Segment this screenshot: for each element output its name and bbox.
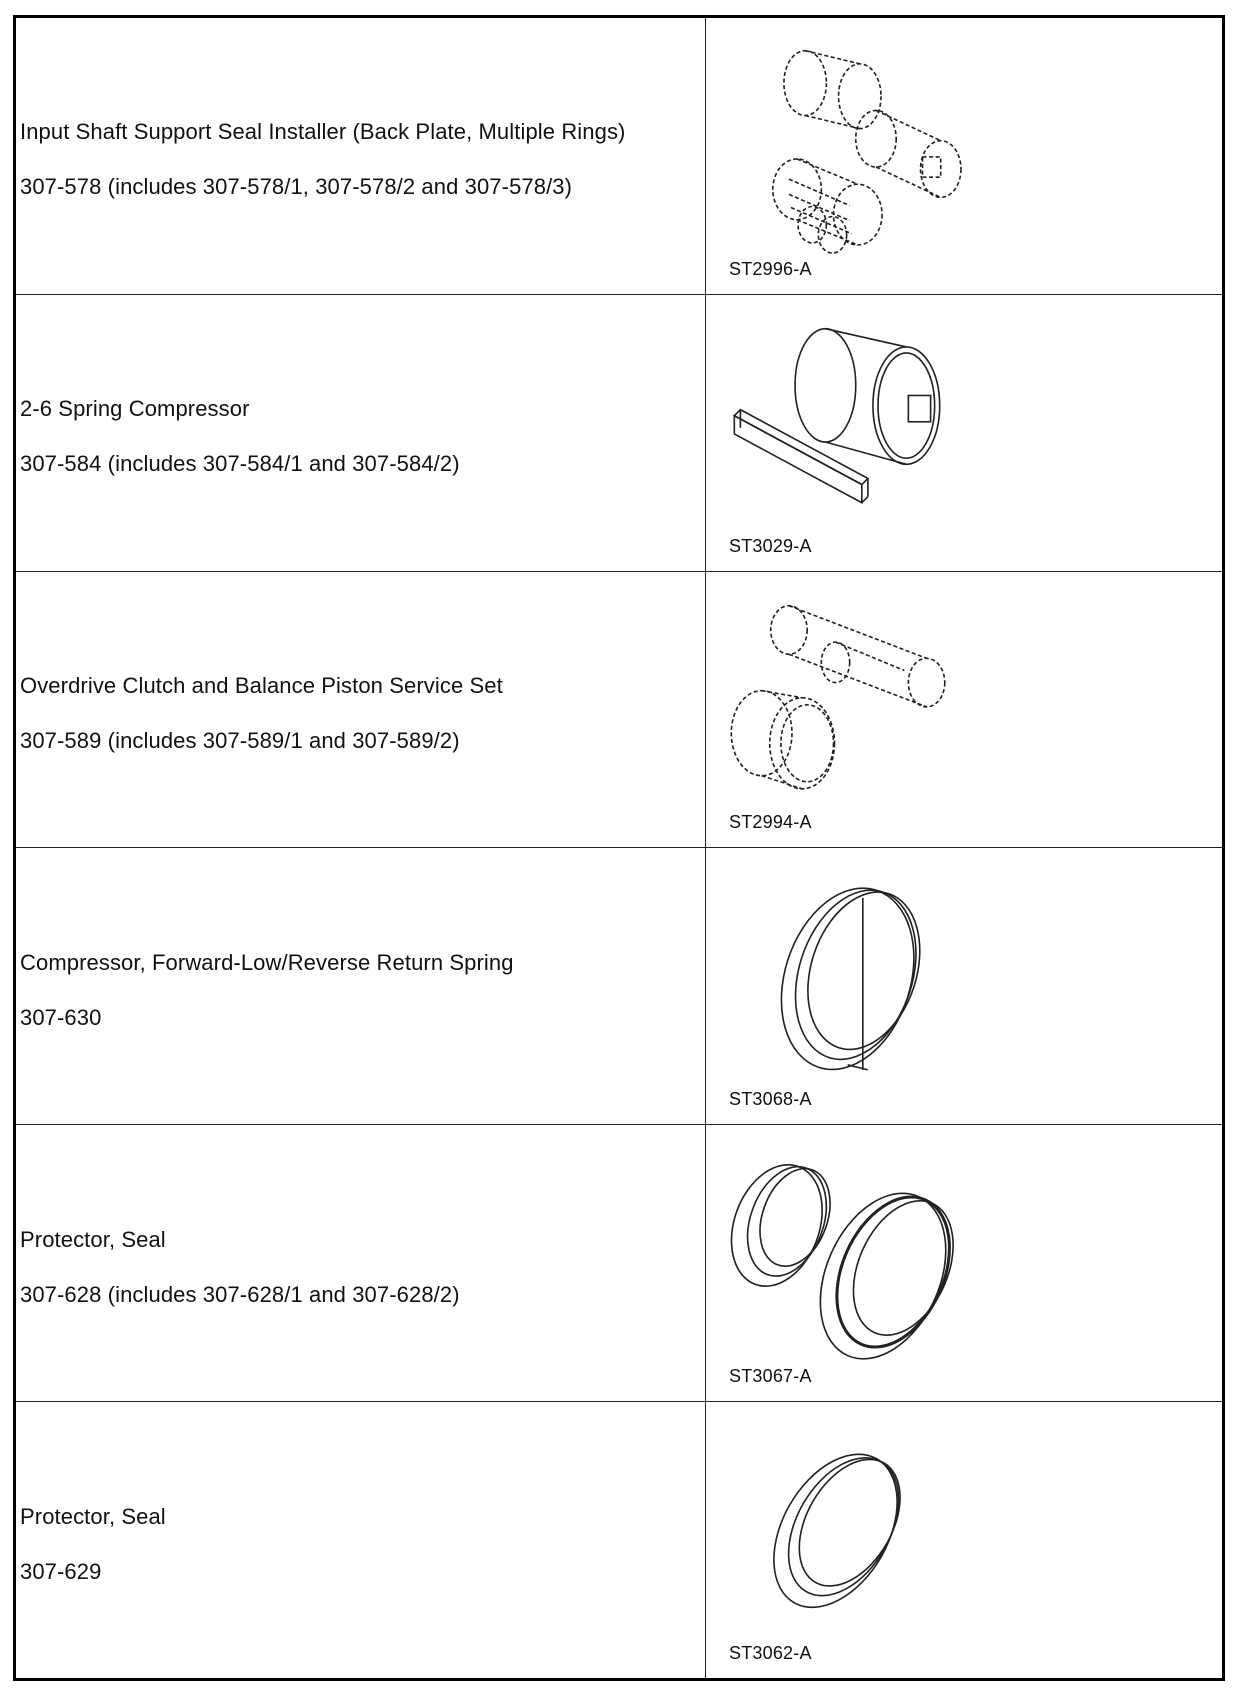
tool-row (16, 1402, 1222, 1678)
illustration-label: ST2996-A (729, 258, 812, 279)
tool-description-cell (16, 1125, 706, 1401)
illustration-label: ST3067-A (729, 1366, 812, 1387)
tool-illustration-cell (706, 848, 1222, 1124)
illustration-label: ST3062-A (729, 1642, 812, 1663)
tool-illustration-cell (706, 572, 1222, 848)
tool-description-cell (16, 572, 706, 848)
tool-number: 307-578 (includes 307-578/1, 307-578/2 and 307-578/3) (20, 174, 573, 200)
tool-number: 307-584 (includes 307-584/1 and 307-584/2) (20, 451, 460, 477)
tool-illustration-cell (706, 1125, 1222, 1401)
tool-name: 2-6 Spring Compressor (20, 396, 250, 422)
tool-row (16, 18, 1222, 295)
return-spring-compressor-icon (706, 848, 1222, 1124)
piston-service-set-icon (706, 572, 1222, 848)
illustration-label: ST2994-A (729, 812, 812, 833)
tool-number: 307-629 (20, 1558, 102, 1584)
tool-row (16, 295, 1222, 572)
tool-number: 307-630 (20, 1004, 102, 1030)
tool-description-cell (16, 18, 706, 294)
tool-illustration-cell (706, 1402, 1222, 1678)
tool-row (16, 1125, 1222, 1402)
illustration-label: ST3068-A (729, 1089, 812, 1110)
seal-protector-pair-icon (706, 1125, 1222, 1401)
seal-protector-icon (706, 1402, 1222, 1678)
tool-illustration-cell (706, 18, 1222, 294)
tool-number: 307-589 (includes 307-589/1 and 307-589/2) (20, 728, 460, 754)
tool-description-cell (16, 1402, 706, 1678)
tool-number: 307-628 (includes 307-628/1 and 307-628/2) (20, 1281, 460, 1307)
tool-row (16, 848, 1222, 1125)
tool-name: Compressor, Forward-Low/Reverse Return Spring (20, 949, 514, 975)
illustration-label: ST3029-A (729, 535, 812, 556)
tool-description-cell (16, 295, 706, 571)
tool-name: Overdrive Clutch and Balance Piston Service Set (20, 673, 503, 699)
tool-name: Protector, Seal (20, 1503, 166, 1529)
seal-installer-icon (706, 18, 1222, 294)
tool-illustration-cell (706, 295, 1222, 571)
tool-name: Input Shaft Support Seal Installer (Back Plate, Multiple Rings) (20, 119, 626, 145)
spring-compressor-icon (706, 295, 1222, 571)
tool-name: Protector, Seal (20, 1226, 166, 1252)
special-tools-table (13, 15, 1225, 1681)
tool-description-cell (16, 848, 706, 1124)
tool-row (16, 572, 1222, 849)
